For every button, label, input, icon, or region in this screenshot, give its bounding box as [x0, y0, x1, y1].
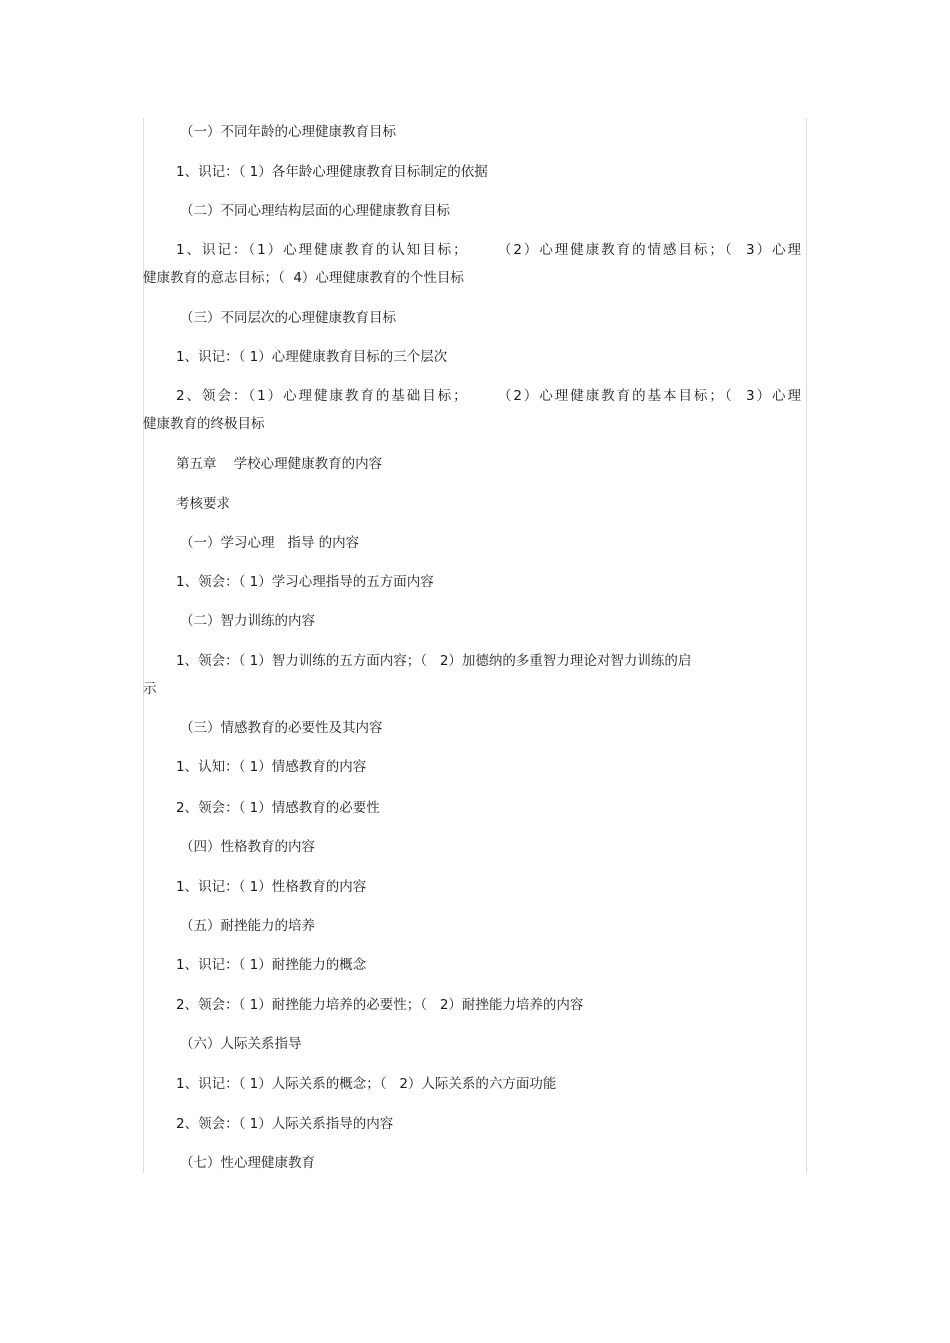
assessment-heading: 考核要求 — [176, 496, 230, 512]
requirement-line: 2、领会：（ 1）人际关系指导的内容 — [176, 1116, 394, 1132]
requirement-line: 1、识记：（ 1）性格教育的内容 — [176, 879, 367, 895]
requirement-line: 1、领会：（ 1）智力训练的五方面内容；（ 2）加德纳的多重智力理论对智力训练的启 — [176, 653, 692, 669]
section-heading: （三）情感教育的必要性及其内容 — [180, 720, 383, 736]
requirement-line-continued: 健康教育的意志目标；（ 4）心理健康教育的个性目标 — [143, 270, 464, 286]
requirement-line-continued: 健康教育的终极目标 — [143, 416, 265, 432]
requirement-line: 2、领会：（ 1）耐挫能力培养的必要性；（ 2）耐挫能力培养的内容 — [176, 997, 584, 1013]
section-heading: （六）人际关系指导 — [180, 1036, 302, 1052]
requirement-line: 2、领会：（1）心理健康教育的基础目标； （2）心理健康教育的基本目标；（ 3）心理 — [176, 388, 801, 404]
requirement-line: 1、识记：（ 1）耐挫能力的概念 — [176, 957, 367, 973]
requirement-line: 1、识记：（1）心理健康教育的认知目标； （2）心理健康教育的情感目标；（ 3）心理 — [176, 242, 801, 258]
requirement-line: 1、认知：（ 1）情感教育的内容 — [176, 759, 367, 775]
requirement-line: 2、领会：（ 1）情感教育的必要性 — [176, 800, 380, 816]
section-heading: （二）智力训练的内容 — [180, 613, 315, 629]
section-heading: （三）不同层次的心理健康教育目标 — [180, 310, 396, 326]
chapter-title: 第五章 学校心理健康教育的内容 — [176, 456, 383, 472]
requirement-line: 1、领会：（ 1）学习心理指导的五方面内容 — [176, 574, 434, 590]
section-heading: （一）学习心理 指导 的内容 — [180, 535, 360, 551]
section-heading: （四）性格教育的内容 — [180, 839, 315, 855]
requirement-line: 1、识记：（ 1）心理健康教育目标的三个层次 — [176, 349, 448, 365]
section-heading: （五）耐挫能力的培养 — [180, 918, 315, 934]
section-heading: （一）不同年龄的心理健康教育目标 — [180, 124, 396, 140]
requirement-line: 1、识记：（ 1）各年龄心理健康教育目标制定的依据 — [176, 164, 488, 180]
section-heading: （七）性心理健康教育 — [180, 1155, 315, 1171]
requirement-line: 1、识记：（ 1）人际关系的概念；（ 2）人际关系的六方面功能 — [176, 1076, 557, 1092]
right-margin-rule — [806, 118, 807, 1173]
requirement-line-continued: 示 — [143, 681, 157, 697]
section-heading: （二）不同心理结构层面的心理健康教育目标 — [180, 203, 450, 219]
